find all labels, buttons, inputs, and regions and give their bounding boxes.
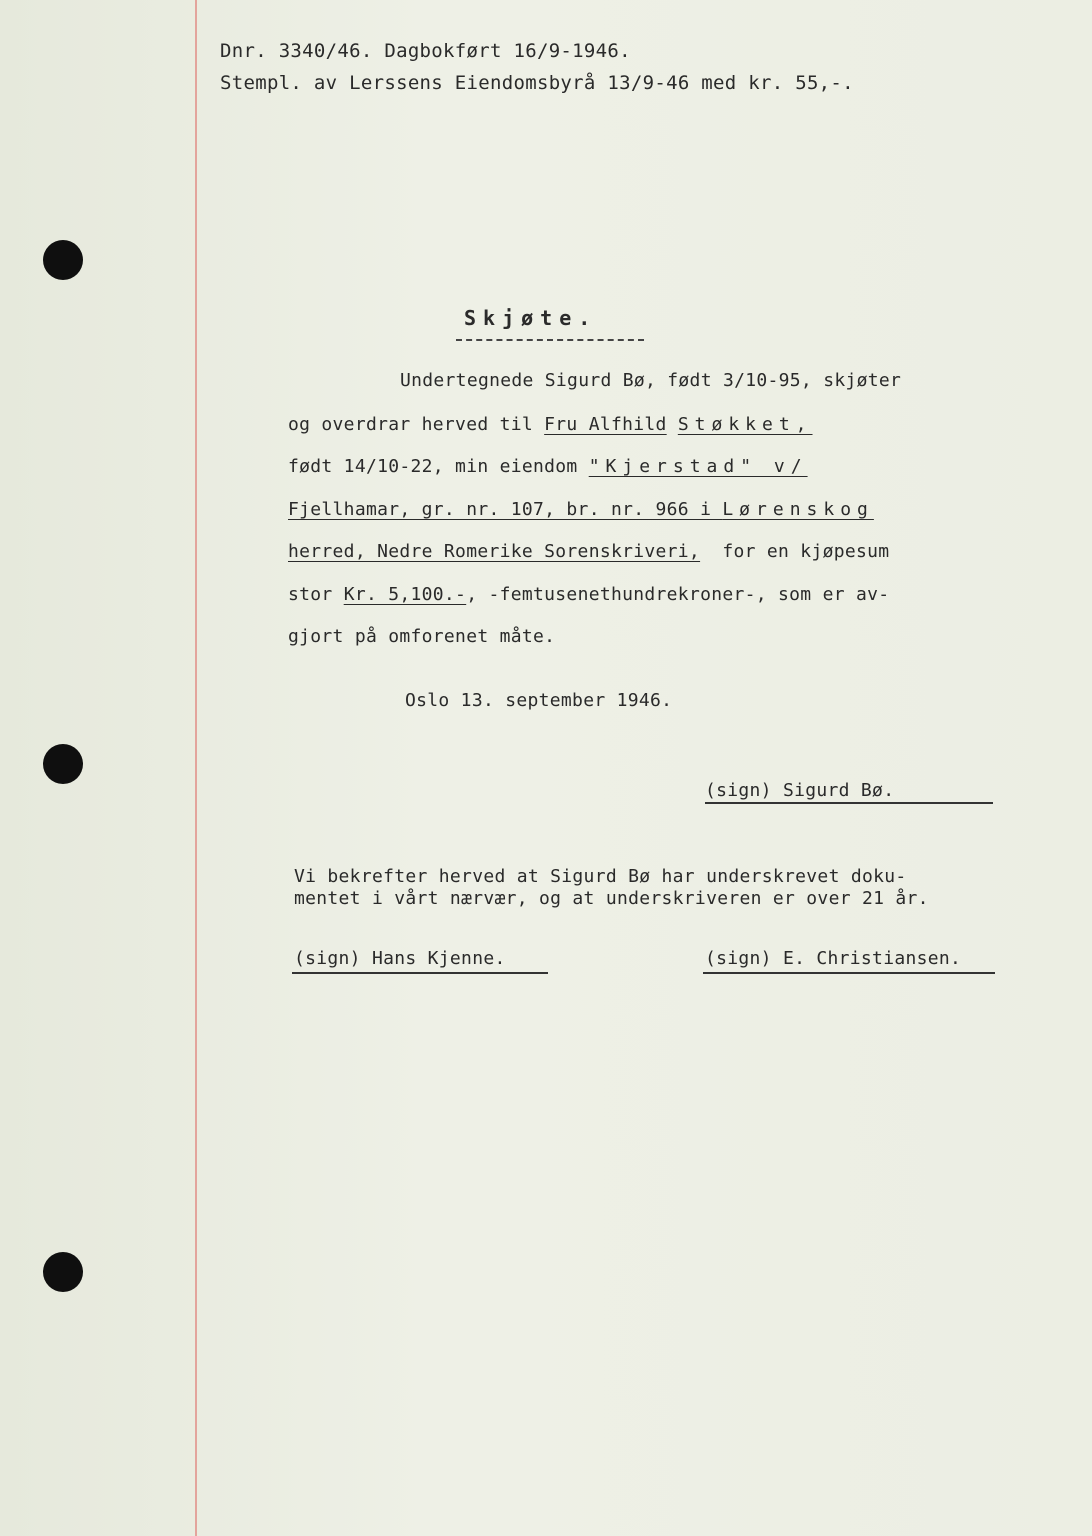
body-line-6-text: stor [288,584,344,605]
body-line-1: Undertegnede Sigurd Bø, født 3/10-95, skjøter [400,370,902,391]
witness-1-line [292,972,548,974]
title-underline [456,339,644,341]
body-line-7: gjort på omforenet måte. [288,626,556,647]
punch-hole-top [43,240,83,280]
witness-1-signature: (sign) Hans Kjenne. [294,948,506,969]
header-line-2: Stempl. av Lerssens Eiendomsbyrå 13/9-46 med kr. 55,-. [220,72,854,94]
municipality: Lørenskog [722,499,874,520]
witness-2-line [703,972,995,974]
punch-hole-middle [43,744,83,784]
seller-signature-line [705,802,993,804]
property-location: Fjellhamar, gr. nr. 107, br. nr. 966 i [288,499,723,520]
body-line-6 [288,584,889,605]
body-line-2 [288,414,813,435]
body-line-3-text: født 14/10-22, min eiendom [288,456,589,477]
property-name: "Kjerstad" v/ [588,456,808,477]
jurisdiction: herred, Nedre Romerike Sorenskriveri, [288,541,701,562]
purchase-price-words: , -femtusenethundrekroner-, som er av- [466,584,890,605]
purchase-price: Kr. 5,100.- [343,584,467,605]
body-line-5 [288,541,889,562]
header-line-1: Dnr. 3340/46. Dagbokført 16/9-1946. [220,40,631,62]
body-line-4 [288,499,874,520]
body-line-5-text: for en kjøpesum [700,541,890,562]
buyer-first-name: Fru Alfhild [544,414,667,435]
punch-hole-bottom [43,1252,83,1292]
buyer-last-name: Støkket, [677,414,813,435]
witness-statement-line-2: mentet i vårt nærvær, og at underskriveren er over 21 år. [294,888,929,909]
place-date: Oslo 13. september 1946. [405,690,673,711]
seller-signature: (sign) Sigurd Bø. [705,780,895,801]
body-line-3 [288,456,808,477]
witness-statement-line-1: Vi bekrefter herved at Sigurd Bø har underskrevet doku- [294,866,907,887]
document-title: Skjøte. [464,306,598,330]
witness-2-signature: (sign) E. Christiansen. [705,948,962,969]
body-line-2-text: og overdrar herved til [288,414,545,435]
margin-rule [195,0,197,1536]
